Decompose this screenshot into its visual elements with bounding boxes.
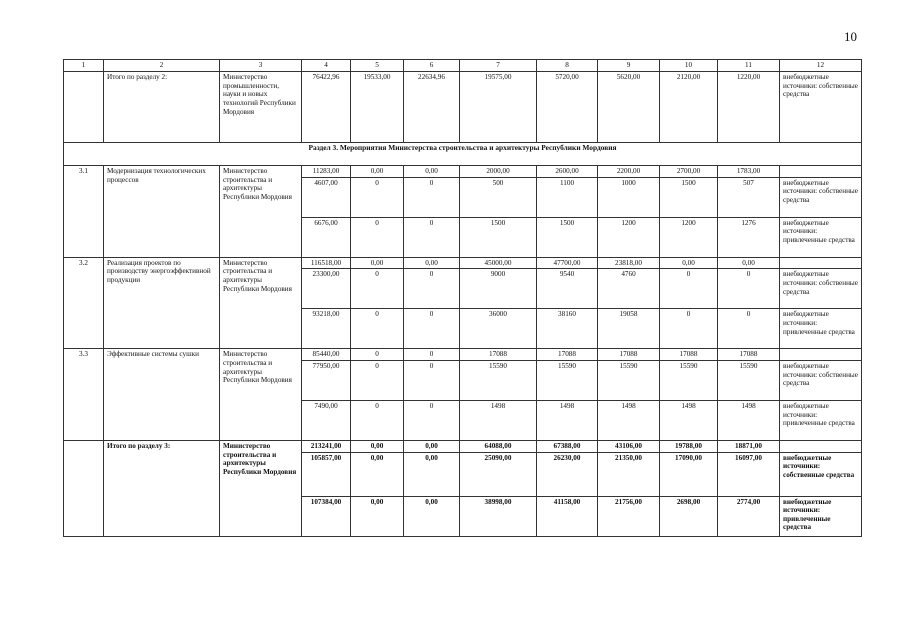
- value-cell: 0: [404, 400, 460, 440]
- value-cell: 116518,00: [302, 257, 351, 269]
- value-cell: 1500: [660, 177, 718, 217]
- funding-source-cell: [780, 349, 862, 361]
- value-cell: 26230,00: [537, 452, 598, 496]
- ministry-cell: Министерство промышленности, науки и новых технологий Республики Мордовия: [220, 72, 302, 143]
- row-number: 3.3: [64, 349, 104, 441]
- value-cell: 45000,00: [460, 257, 537, 269]
- funding-source-cell: внебюджетные источники: собственные средства: [780, 360, 862, 400]
- value-cell: 38160: [537, 309, 598, 349]
- value-cell: 1100: [537, 177, 598, 217]
- value-cell: 64088,00: [460, 440, 537, 452]
- value-cell: 0: [718, 269, 780, 309]
- value-cell: 25090,00: [460, 452, 537, 496]
- value-cell: 500: [460, 177, 537, 217]
- value-cell: 4607,00: [302, 177, 351, 217]
- value-cell: 0,00: [404, 452, 460, 496]
- value-cell: 17088: [660, 349, 718, 361]
- empty-cell: [64, 72, 104, 143]
- value-cell: 0: [404, 269, 460, 309]
- value-cell: 2200,00: [598, 166, 660, 178]
- value-cell: 1498: [537, 400, 598, 440]
- ministry-cell: Министерство строительства и архитектуры Республики Мордовия: [220, 166, 302, 258]
- value-cell: 17088: [598, 349, 660, 361]
- funding-source-cell: [780, 257, 862, 269]
- value-cell: 18871,00: [718, 440, 780, 452]
- value-cell: 1200: [660, 217, 718, 257]
- total-label: Итого по разделу 2:: [104, 72, 220, 143]
- section-3-heading-row: [64, 143, 862, 166]
- value-cell: 9540: [537, 269, 598, 309]
- total-section-3-line-row: [64, 440, 862, 452]
- value-cell: 0,00: [404, 257, 460, 269]
- value-cell: 15590: [598, 360, 660, 400]
- value-cell: 1500: [537, 217, 598, 257]
- col-header: 12: [780, 60, 862, 72]
- value-cell: 0,00: [660, 257, 718, 269]
- value-cell: 0,00: [351, 452, 404, 496]
- value-cell: 0: [351, 177, 404, 217]
- funding-source-cell: внебюджетные источники: привлеченные средства: [780, 217, 862, 257]
- value-cell: 0,00: [404, 496, 460, 536]
- value-cell: 16097,00: [718, 452, 780, 496]
- col-header: 9: [598, 60, 660, 72]
- value-cell: 1498: [598, 400, 660, 440]
- value-cell: 105857,00: [302, 452, 351, 496]
- col-header: 10: [660, 60, 718, 72]
- value-cell: 0,00: [404, 440, 460, 452]
- value-cell: 213241,00: [302, 440, 351, 452]
- value-cell: 15590: [460, 360, 537, 400]
- measure-name: Модернизация технологических процессов: [104, 166, 220, 258]
- funding-source-cell: внебюджетные источники: собственные средства: [780, 177, 862, 217]
- measure-line-row: [64, 166, 862, 178]
- value-cell: 19788,00: [660, 440, 718, 452]
- value-cell: 1498: [460, 400, 537, 440]
- col-header: 6: [404, 60, 460, 72]
- value-cell: 0,00: [351, 496, 404, 536]
- row-number: 3.2: [64, 257, 104, 349]
- section-title: Раздел 3. Мероприятия Министерства строительства и архитектуры Республики Мордовия: [64, 143, 862, 166]
- total-section-2-row: [64, 72, 862, 143]
- value-cell: 36000: [460, 309, 537, 349]
- value-cell: 5620,00: [598, 72, 660, 143]
- funding-source-cell: [780, 440, 862, 452]
- funding-source-cell: внебюджетные источники: собственные средства: [780, 452, 862, 496]
- value-cell: 0: [718, 309, 780, 349]
- value-cell: 0: [351, 400, 404, 440]
- col-header: 8: [537, 60, 598, 72]
- value-cell: 2774,00: [718, 496, 780, 536]
- value-cell: 21756,00: [598, 496, 660, 536]
- value-cell: 4760: [598, 269, 660, 309]
- value-cell: 19533,00: [351, 72, 404, 143]
- value-cell: 5720,00: [537, 72, 598, 143]
- value-cell: 0: [351, 349, 404, 361]
- value-cell: 41158,00: [537, 496, 598, 536]
- value-cell: 17088: [537, 349, 598, 361]
- ministry-cell: Министерство строительства и архитектуры Республики Мордовия: [220, 440, 302, 536]
- value-cell: 11283,00: [302, 166, 351, 178]
- value-cell: 0: [404, 360, 460, 400]
- funding-source-cell: внебюджетные источники: привлеченные средства: [780, 400, 862, 440]
- value-cell: 0: [351, 360, 404, 400]
- value-cell: 2700,00: [660, 166, 718, 178]
- measure-line-row: [64, 257, 862, 269]
- measure-line-row: [64, 349, 862, 361]
- value-cell: 0: [660, 309, 718, 349]
- value-cell: 9000: [460, 269, 537, 309]
- value-cell: 0: [404, 349, 460, 361]
- value-cell: 1498: [660, 400, 718, 440]
- funding-source-cell: внебюджетные источники: собственные средства: [780, 72, 862, 143]
- value-cell: 507: [718, 177, 780, 217]
- value-cell: 19575,00: [460, 72, 537, 143]
- col-header: 7: [460, 60, 537, 72]
- value-cell: 1220,00: [718, 72, 780, 143]
- value-cell: 1500: [460, 217, 537, 257]
- page-number: 10: [844, 29, 857, 44]
- value-cell: 15590: [537, 360, 598, 400]
- col-header: 3: [220, 60, 302, 72]
- ministry-cell: Министерство строительства и архитектуры Республики Мордовия: [220, 257, 302, 349]
- measure-name: Реализация проектов по производству энергоэффективной продукции: [104, 257, 220, 349]
- value-cell: 0: [351, 217, 404, 257]
- value-cell: 38998,00: [460, 496, 537, 536]
- value-cell: 43106,00: [598, 440, 660, 452]
- value-cell: 0: [404, 309, 460, 349]
- value-cell: 93218,00: [302, 309, 351, 349]
- value-cell: 2000,00: [460, 166, 537, 178]
- row-number: [64, 440, 104, 536]
- total-label: Итого по разделу 3:: [104, 440, 220, 536]
- value-cell: 15590: [718, 360, 780, 400]
- measure-name: Эффективные системы сушки: [104, 349, 220, 441]
- value-cell: 19058: [598, 309, 660, 349]
- value-cell: 2600,00: [537, 166, 598, 178]
- funding-source-cell: [780, 166, 862, 178]
- value-cell: 23818,00: [598, 257, 660, 269]
- funding-source-cell: внебюджетные источники: привлеченные средства: [780, 496, 862, 536]
- value-cell: 23300,00: [302, 269, 351, 309]
- column-number-row: [64, 60, 862, 72]
- value-cell: 17088: [460, 349, 537, 361]
- value-cell: 47700,00: [537, 257, 598, 269]
- col-header: 5: [351, 60, 404, 72]
- col-header: 2: [104, 60, 220, 72]
- value-cell: 0,00: [351, 166, 404, 178]
- value-cell: 0,00: [404, 166, 460, 178]
- value-cell: 85440,00: [302, 349, 351, 361]
- value-cell: 0,00: [351, 440, 404, 452]
- value-cell: 1498: [718, 400, 780, 440]
- value-cell: 2698,00: [660, 496, 718, 536]
- value-cell: 7490,00: [302, 400, 351, 440]
- value-cell: 0: [351, 309, 404, 349]
- value-cell: 0: [660, 269, 718, 309]
- value-cell: 76422,96: [302, 72, 351, 143]
- col-header: 11: [718, 60, 780, 72]
- value-cell: 0: [404, 177, 460, 217]
- value-cell: 0,00: [351, 257, 404, 269]
- value-cell: 1000: [598, 177, 660, 217]
- value-cell: 17090,00: [660, 452, 718, 496]
- value-cell: 0: [404, 217, 460, 257]
- col-header: 1: [64, 60, 104, 72]
- value-cell: 21350,00: [598, 452, 660, 496]
- program-table: [63, 59, 862, 537]
- value-cell: 22634,96: [404, 72, 460, 143]
- value-cell: 77950,00: [302, 360, 351, 400]
- value-cell: 17088: [718, 349, 780, 361]
- value-cell: 67388,00: [537, 440, 598, 452]
- funding-source-cell: внебюджетные источники: привлеченные средства: [780, 309, 862, 349]
- value-cell: 2120,00: [660, 72, 718, 143]
- value-cell: 1200: [598, 217, 660, 257]
- col-header: 4: [302, 60, 351, 72]
- ministry-cell: Министерство строительства и архитектуры Республики Мордовия: [220, 349, 302, 441]
- value-cell: 1276: [718, 217, 780, 257]
- value-cell: 0,00: [718, 257, 780, 269]
- value-cell: 1783,00: [718, 166, 780, 178]
- value-cell: 6676,00: [302, 217, 351, 257]
- funding-source-cell: внебюджетные источники: собственные средства: [780, 269, 862, 309]
- value-cell: 107384,00: [302, 496, 351, 536]
- value-cell: 15590: [660, 360, 718, 400]
- row-number: 3.1: [64, 166, 104, 258]
- value-cell: 0: [351, 269, 404, 309]
